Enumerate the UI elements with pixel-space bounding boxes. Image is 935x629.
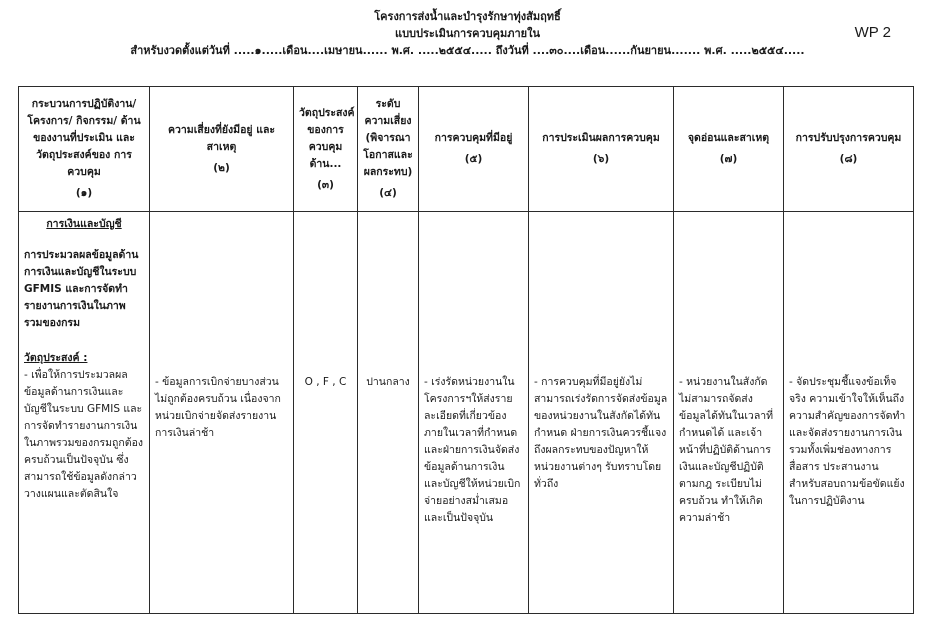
form-title: แบบประเมินการควบคุมภายใน [394, 27, 541, 40]
column-header [784, 87, 914, 212]
column-number: (๖) [592, 153, 610, 165]
column-header [294, 87, 358, 212]
column-number: (๔) [379, 187, 397, 199]
evaluation-period: สำหรับงวดตั้งแต่วันที่ .....๑.....เดือน....เมษายน...... พ.ศ. .....๒๕๕๔..... ถึงวันที่ ....๓๐....เดือน......กันยายน....... พ.ศ. .....๒๕๕๔..... [130, 44, 805, 57]
column-header [150, 87, 294, 212]
process-cell [19, 212, 150, 614]
column-title: การควบคุมที่มีอยู่ [434, 132, 513, 144]
section-title: การเงินและบัญชี [46, 218, 122, 230]
improvement-cell [784, 212, 914, 614]
improvement-text: - จัดประชุมชี้แจงข้อเท็จจริง ความเข้าใจให้เห็นถึงความสำคัญของการจัดทำและจัดส่งรายงานการเงิน รวมทั้งเพิ่มช่องทางการสื่อสาร ประสานงาน สำหรับสอบถามข้อขัดแย้งในการปฏิบัติงาน [789, 376, 906, 507]
column-number: (๘) [839, 153, 858, 165]
column-title: การประเมินผลการควบคุม [542, 132, 660, 144]
objective-text: - เพื่อให้การประมวลผลข้อมูลด้านการเงินและบัญชีในระบบ GFMIS และการจัดทำรายงานการเงินในภาพรวมของกรมถูกต้องครบถ้วนเป็นปัจจุบัน ซึ่งสามารถใช้ข้อมูลดังกล่าววางแผนและตัดสินใจ [24, 369, 143, 500]
document-header [0, 8, 935, 59]
column-header [529, 87, 674, 212]
process-description: การประมวลผลข้อมูลด้านการเงินและบัญชีในระบบ GFMIS และการจัดทำรายงานการเงินในภาพรวมของกรม [24, 249, 139, 329]
column-number: (๕) [464, 153, 483, 165]
existing-control-cell [419, 212, 529, 614]
control-objective-text: O , F , C [304, 376, 347, 388]
column-title: ระดับความเสี่ยง (พิจารณาโอกาสและผลกระทบ) [363, 98, 413, 178]
column-number: (๑) [75, 187, 93, 199]
column-header [674, 87, 784, 212]
column-title: กระบวนการปฏิบัติงาน/ โครงการ/ กิจกรรม/ ด้านของงานที่ประเมิน และวัตถุประสงค์ของ การควบคุม [27, 98, 141, 178]
column-title: การปรับปรุงการควบคุม [795, 132, 902, 144]
risk-level-cell [358, 212, 419, 614]
evaluation-text: - การควบคุมที่มีอยู่ยังไม่สามารถเร่งรัดการจัดส่งข้อมูลของหน่วยงานในสังกัดได้ทันกำหนด ฝ่ายการเงินควรชี้แจงถึงผลกระทบของปัญหาให้หน่วยงานต่างๆ รับทราบโดยทั่วถึง [534, 376, 668, 490]
internal-control-table [18, 86, 914, 614]
column-header [19, 87, 150, 212]
evaluation-cell [529, 212, 674, 614]
risk-level-text: ปานกลาง [366, 376, 410, 388]
risk-cell [150, 212, 294, 614]
weakness-text: - หน่วยงานในสังกัดไม่สามารถจัดส่งข้อมูลได้ทันในเวลาที่กำหนดได้ และเจ้าหน้าที่ปฏิบัติด้านการเงินและบัญชีปฏิบัติตามกฎ ระเบียบไม่ครบถ้วน ทำให้เกิดความล่าช้า [679, 376, 774, 524]
form-code: WP 2 [854, 24, 891, 41]
table-row [19, 212, 914, 614]
project-name: โครงการส่งน้ำและบำรุงรักษาทุ่งสัมฤทธิ์ [374, 10, 561, 23]
column-header [358, 87, 419, 212]
risk-text: - ข้อมูลการเบิกจ่ายบางส่วนไม่ถูกต้องครบถ้วน เนื่องจากหน่วยเบิกจ่ายจัดส่งรายงานการเงินล่าช้า [155, 376, 281, 439]
column-title: ความเสี่ยงที่ยังมีอยู่ และสาเหตุ [167, 123, 276, 153]
column-header [419, 87, 529, 212]
column-number: (๒) [213, 161, 230, 174]
existing-control-text: - เร่งรัดหน่วยงานในโครงการฯให้ส่งรายละเอียดที่เกี่ยวข้องภายในเวลาที่กำหนด และฝ่ายการเงินจัดส่งข้อมูลด้านการเงินและบัญชีให้หน่วยเบิกจ่ายอย่างสม่ำเสมอ และเป็นปัจจุบัน [424, 376, 521, 524]
column-title: จุดอ่อนและสาเหตุ [687, 132, 770, 144]
table-header-row [19, 87, 914, 212]
weakness-cell [674, 212, 784, 614]
column-number: (๓) [317, 178, 334, 191]
control-objective-cell [294, 212, 358, 614]
column-number: (๗) [719, 153, 738, 165]
column-title: วัตถุประสงค์ของการควบคุม ด้าน... [299, 106, 355, 170]
objective-label: วัตถุประสงค์ : [24, 352, 88, 364]
